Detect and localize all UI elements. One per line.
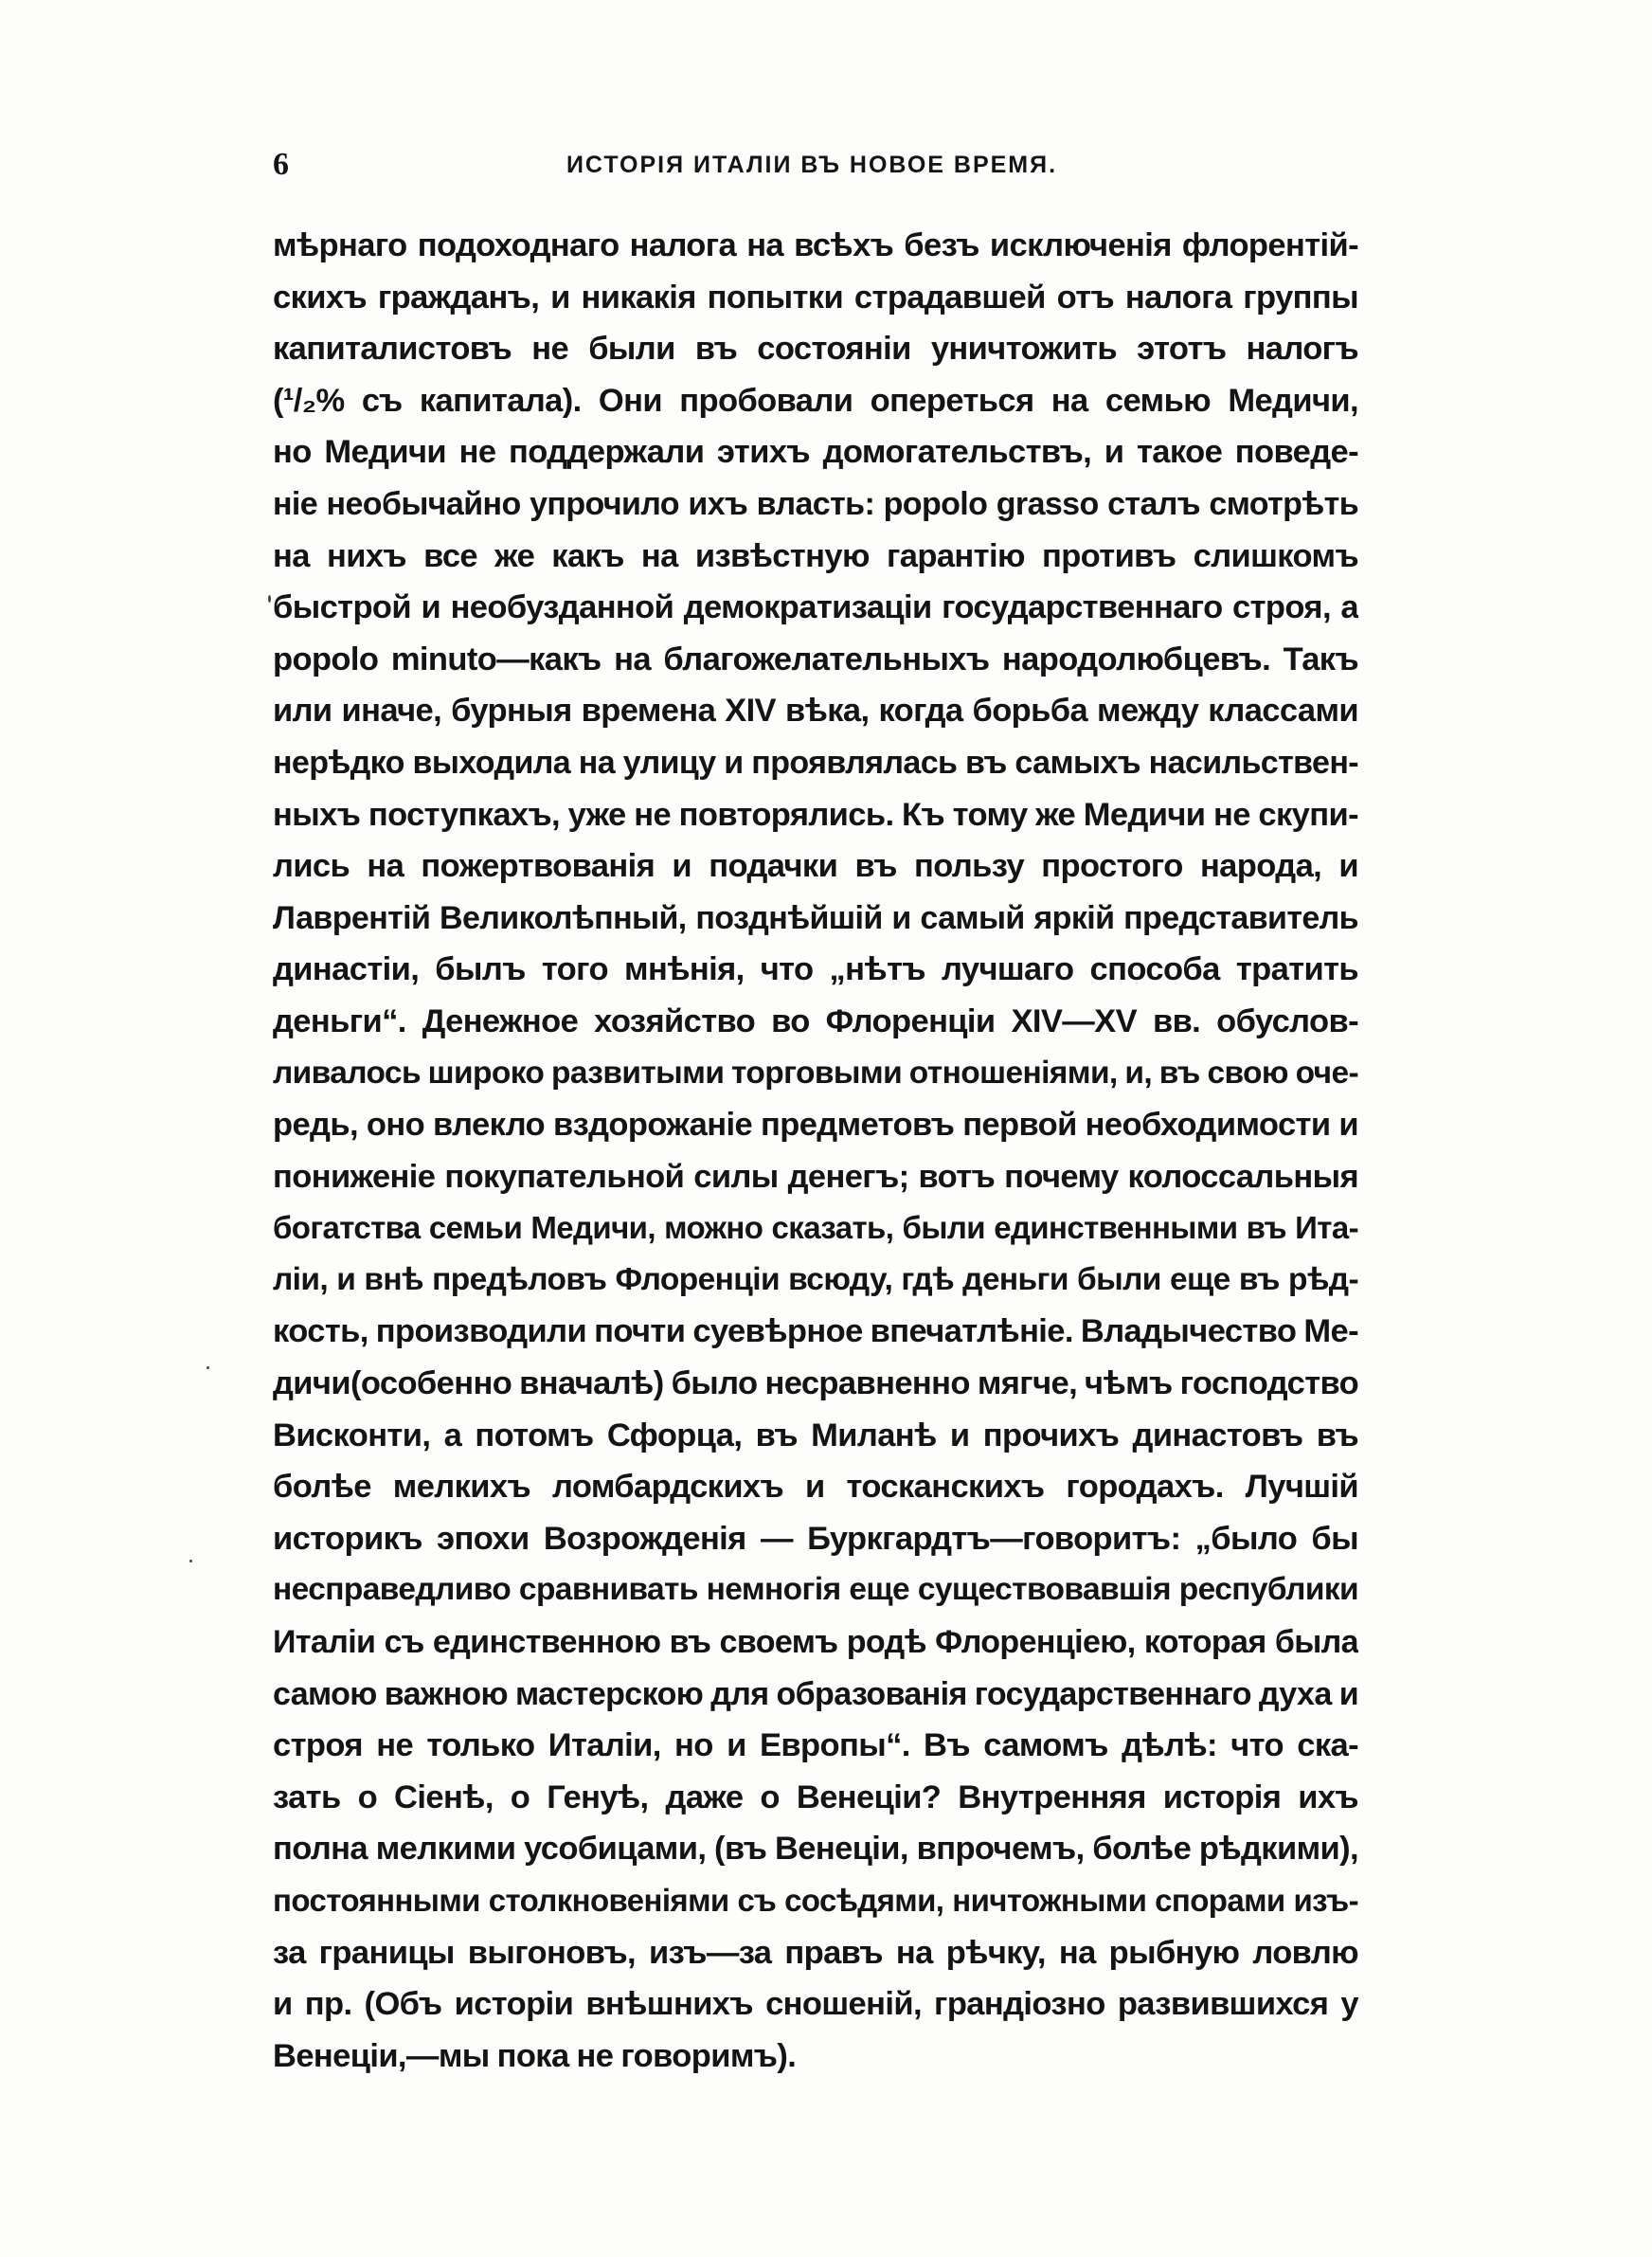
text-line: (¹/₂% съ капитала). Они пробовали опереться на семью Медичи, xyxy=(273,382,1358,419)
text-line: строя не только Италіи, но и Европы“. Въ самомъ дѣлѣ: что ска- xyxy=(273,1727,1358,1764)
text-line: за границы выгоновъ, изъ—за правъ на рѣчку, на рыбную ловлю xyxy=(273,1934,1358,1971)
text-line: и пр. (Объ исторіи внѣшнихъ сношеній, грандіозно развившихся у xyxy=(273,1986,1358,2023)
text-line: скихъ гражданъ, и никакія попытки страдавшей отъ налога группы xyxy=(273,279,1358,316)
running-title: ИСТОРІЯ ИТАЛІИ ВЪ НОВОЕ ВРЕМЯ. xyxy=(566,151,1058,178)
text-line: редь, оно влекло вздорожаніе предметовъ первой необходимости и xyxy=(273,1107,1358,1144)
text-line: быстрой и необузданной демократизаціи государственнаго строя, а xyxy=(273,589,1358,626)
text-line: несправедливо сравнивать немногія еще существовавшія республики xyxy=(273,1572,1358,1608)
text-line: династіи, былъ того мнѣнія, что „нѣтъ лучшаго способа тратить xyxy=(273,951,1358,988)
text-line: лись на пожертвованія и подачки въ пользу простого народа, и xyxy=(273,848,1358,885)
body-text xyxy=(273,220,1358,2082)
text-line: деньги“. Денежное хозяйство во Флоренціи XIV—XV вв. обуслов- xyxy=(273,1002,1358,1039)
text-line: Италіи съ единственною въ своемъ родѣ Флоренціею, которая была xyxy=(273,1624,1358,1661)
scan-speck xyxy=(189,1560,192,1562)
text-line: зать о Сіенѣ, о Генуѣ, даже о Венеціи? Внутренняя исторія ихъ xyxy=(273,1779,1358,1815)
text-line: капиталистовъ не были въ состояніи уничтожить этотъ налогъ xyxy=(273,331,1358,368)
text-line: popolo minuto—какъ на благожелательныхъ народолюбцевъ. Такъ xyxy=(273,641,1358,677)
text-line: нерѣдко выходила на улицу и проявлялась въ самыхъ насильствен- xyxy=(273,744,1358,781)
text-line: богатства семьи Медичи, можно сказать, были единственными въ Ита- xyxy=(273,1210,1358,1246)
text-line: полна мелкими усобицами, (въ Венеціи, впрочемъ, болѣе рѣдкими), xyxy=(273,1831,1358,1868)
text-line: историкъ эпохи Возрожденія — Буркгардтъ—говоритъ: „было бы xyxy=(273,1520,1358,1557)
scan-speck xyxy=(206,1366,209,1369)
text-line: болѣе мелкихъ ломбардскихъ и тосканскихъ городахъ. Лучшій xyxy=(273,1469,1358,1506)
page-number: 6 xyxy=(273,147,289,182)
text-line: ніе необычайно упрочило ихъ власть: popolo grasso сталъ смотрѣть xyxy=(273,485,1358,522)
text-line: на нихъ все же какъ на извѣстную гарантію противъ слишкомъ xyxy=(273,537,1358,574)
text-line: кость, производили почти суевѣрное впечатлѣніе. Владычество Ме- xyxy=(273,1313,1358,1350)
text-line: но Медичи не поддержали этихъ домогательствъ, и такое поведе- xyxy=(273,434,1358,471)
text-line: постоянными столкновеніями съ сосѣдями, ничтожными спорами изъ- xyxy=(273,1883,1358,1918)
text-line: Лаврентій Великолѣпный, позднѣйшій и самый яркій представитель xyxy=(273,899,1358,936)
page-header xyxy=(273,142,1351,188)
scan-speck xyxy=(268,595,271,603)
text-line: ліи, и внѣ предѣловъ Флоренціи всюду, гдѣ деньги были еще въ рѣд- xyxy=(273,1261,1358,1297)
text-line: ливалось широко развитыми торговыми отношеніями, и, въ свою оче- xyxy=(273,1055,1358,1091)
text-line-last: Венеціи,—мы пока не говоримъ). xyxy=(273,2037,797,2074)
text-line: или иначе, бурныя времена XIV вѣка, когда борьба между классами xyxy=(273,693,1358,730)
text-line: пониженіе покупательной силы денегъ; вотъ почему колоссальныя xyxy=(273,1158,1358,1195)
text-line: самою важною мастерскою для образованія государственнаго духа и xyxy=(273,1675,1358,1712)
text-line: ныхъ поступкахъ, уже не повторялись. Къ тому же Медичи не скупи- xyxy=(273,796,1358,833)
text-line: мѣрнаго подоходнаго налога на всѣхъ безъ исключенія флорентій- xyxy=(273,227,1358,263)
text-line: Висконти, а потомъ Сфорца, въ Миланѣ и прочихъ династовъ въ xyxy=(273,1417,1358,1454)
text-line: дичи(особенно вначалѣ) было несравненно мягче, чѣмъ господство xyxy=(273,1365,1358,1402)
